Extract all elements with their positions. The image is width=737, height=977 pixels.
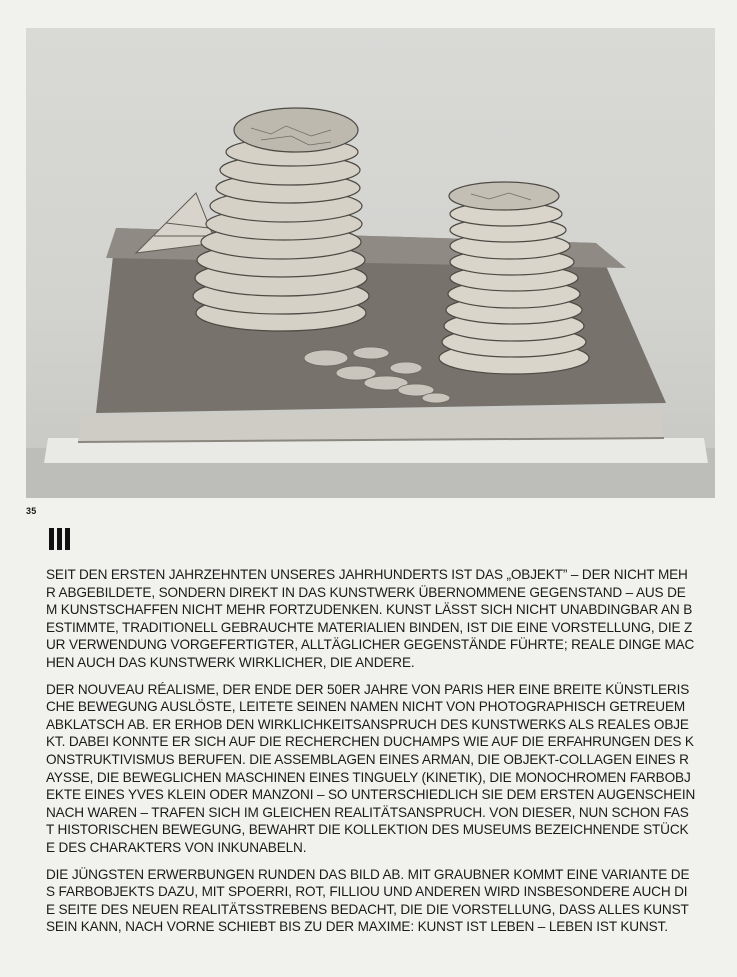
paragraph-1: SEIT DEN ERSTEN JAHRZEHNTEN UNSERES JAHRHUNDERTS IST DAS „OBJEKT” – DER NICHT MEHR ABGEBILDETE, SONDERN DIREKT IN DAS KUNSTWERK ÜBERNOMMENE GEGENSTAND – AUS DEM KUNSTSCHAFFEN NICHT MEHR FORTZUDENKEN. KUNST LÄSST SICH NICHT UNABDINGBAR AN BESTIMMTE, TRADITIONELL GEBRAUCHTE MATERIALIEN BINDEN, IST DIE EINE VORSTELLUNG, DIE ZUR VERWENDUNG VORGEFERTIGTER, ALLTÄGLICHER GEGENSTÄNDE FÜHRTE; REALE DINGE MACHEN AUCH DAS KUNSTWERK WIRKLICHER, DIE ANDERE. bbox=[46, 567, 695, 670]
section-mark-bar bbox=[57, 528, 62, 550]
body-text bbox=[46, 566, 696, 945]
sculpture-illustration bbox=[26, 28, 715, 498]
paragraph-2: DER NOUVEAU RÉALISME, DER ENDE DER 50ER JAHRE VON PARIS HER EINE BREITE KÜNSTLERISCHE BEWEGUNG AUSLÖSTE, LEITETE SEINEN NAMEN NICHT VON PHOTOGRAPHISCH GETREUEM ABKLATSCH AB. ER ERHOB DEN WIRKLICHKEITSANSPRUCH DES KUNSTWERKS ALS REALES OBJEKT. DABEI KONNTE ER SICH AUF DIE RECHERCHEN DUCHAMPS WIE AUF DIE ERFAHRUNGEN DES KONSTRUKTIVISMUS BERUFEN. DIE ASSEMBLAGEN EINES ARMAN, DIE OBJEKT-COLLAGEN EINES RAYSSE, DIE BEWEGLICHEN MASCHINEN EINES TINGUELY (KINETIK), DIE MONOCHROMEN FARBOBJEKTE EINES YVES KLEIN ODER MANZONI – SO UNTERSCHIEDLICH SIE DEM ERSTEN AUGENSCHEIN NACH WAREN – TRAFEN SICH IM GLEICHEN REALITÄTSANSPRUCH. VON DIESER, NUN SCHON FAST HISTORISCHEN BEWEGUNG, BEWAHRT DIE KOLLEKTION DES MUSEUMS BEZEICHNENDE STÜCKE DES CHARAKTERS VON INKUNABELN. bbox=[46, 681, 696, 855]
artwork-photo bbox=[26, 28, 715, 498]
section-mark bbox=[49, 528, 70, 550]
paragraph-3: DIE JÜNGSTEN ERWERBUNGEN RUNDEN DAS BILD AB. MIT GRAUBNER KOMMT EINE VARIANTE DES FARBOBJEKTS DAZU, MIT SPOERRI, ROT, FILLIOU UND ANDEREN WIRD INSBESONDERE AUCH DIE SEITE DES NEUEN REALITÄTSSTREBENS BEDACHT, DIE DIE VORSTELLUNG, DASS ALLES KUNST SEIN KANN, NACH VORNE SCHIEBT BIS ZU DER MAXIME: KUNST IST LEBEN – LEBEN IST KUNST. bbox=[46, 866, 690, 935]
section-mark-bar bbox=[65, 528, 70, 550]
section-mark-bar bbox=[49, 528, 54, 550]
page-number: 35 bbox=[26, 506, 37, 516]
